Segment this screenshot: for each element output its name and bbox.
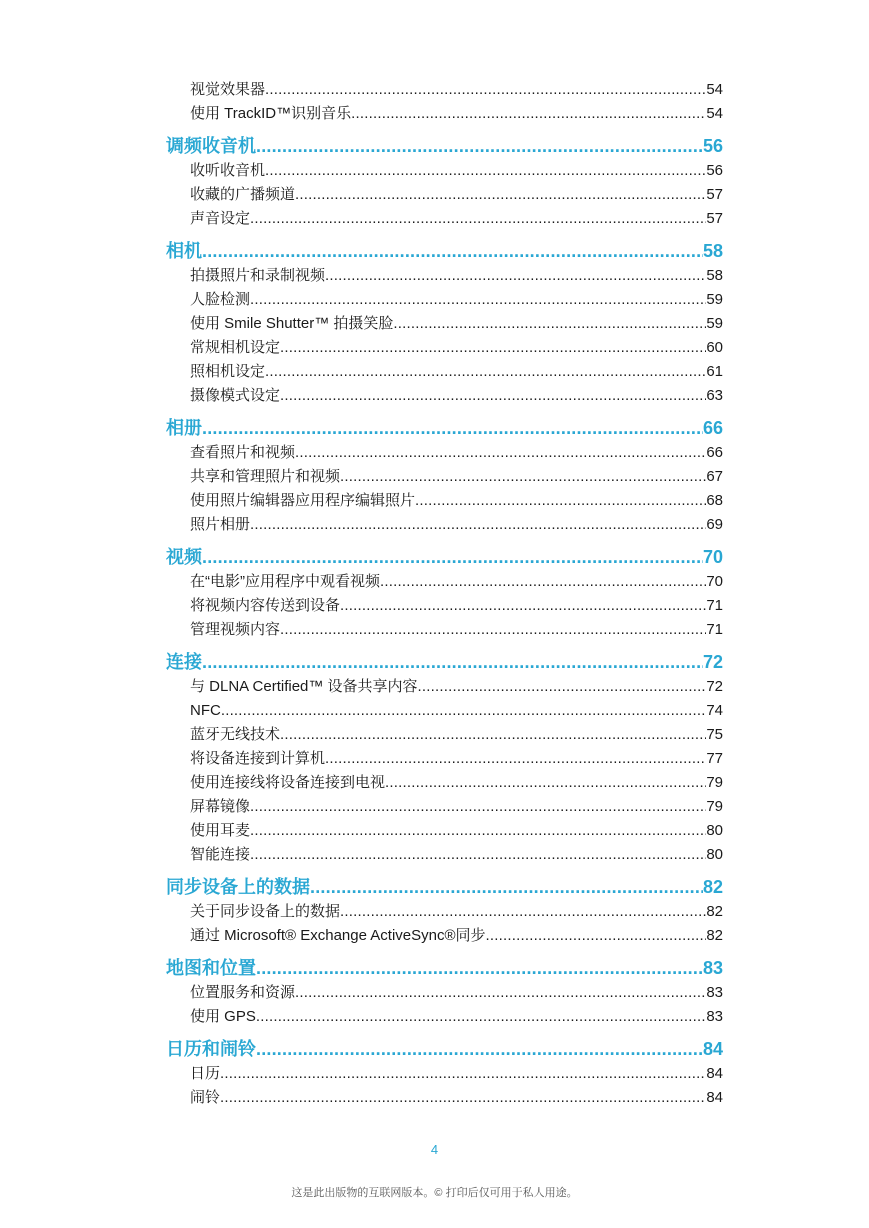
toc-section — [166, 238, 723, 408]
toc-entry-title: 声音设定 — [190, 210, 251, 227]
toc-leader-dots — [220, 1086, 706, 1110]
toc-entry-title: 在“电影”应用程序中观看视频 — [190, 573, 380, 590]
toc-chapter-entry[interactable] — [166, 649, 723, 675]
toc-leader-dots — [256, 1036, 703, 1062]
toc-entry[interactable] — [166, 513, 723, 537]
toc-entry[interactable] — [166, 924, 723, 948]
toc-entry-title: 屏幕镜像 — [190, 798, 251, 815]
toc-entry-title: 查看照片和视频 — [190, 444, 296, 461]
toc-entry-title: 位置服务和资源 — [190, 984, 296, 1001]
toc-leader-dots — [250, 843, 706, 867]
toc-chapter-page: 82 — [702, 877, 723, 897]
toc-entry-page: 74 — [706, 702, 723, 719]
toc-chapter-entry[interactable] — [166, 238, 723, 264]
toc-entry[interactable] — [166, 747, 723, 771]
table-of-contents — [166, 78, 723, 1110]
toc-section — [166, 1036, 723, 1110]
toc-entry-page: 80 — [706, 822, 723, 839]
toc-entry-page: 80 — [706, 846, 723, 863]
toc-entry[interactable] — [166, 771, 723, 795]
toc-chapter-title: 日历和闹铃 — [166, 1039, 256, 1059]
toc-entry[interactable] — [166, 207, 723, 231]
toc-leader-dots — [340, 594, 706, 618]
toc-leader-dots — [325, 264, 706, 288]
toc-leader-dots — [295, 441, 706, 465]
toc-leader-dots — [325, 747, 706, 771]
toc-chapter-page: 70 — [702, 547, 723, 567]
toc-chapter-title: 相机 — [166, 241, 202, 261]
toc-chapter-entry[interactable] — [166, 1036, 723, 1062]
toc-leader-dots — [250, 819, 706, 843]
toc-entry-title: 使用 Smile Shutter™ 拍摄笑脸 — [190, 315, 394, 332]
toc-chapter-page: 72 — [702, 652, 723, 672]
toc-entry-page: 83 — [706, 1008, 723, 1025]
toc-entry-page: 68 — [706, 492, 723, 509]
toc-entry[interactable] — [166, 795, 723, 819]
toc-entry-page: 56 — [706, 162, 723, 179]
toc-section — [166, 415, 723, 537]
toc-leader-dots — [202, 649, 703, 675]
toc-chapter-page: 66 — [702, 418, 723, 438]
toc-leader-dots — [221, 699, 706, 723]
toc-leader-dots — [340, 465, 706, 489]
toc-entry-title: 常规相机设定 — [190, 339, 281, 356]
toc-entry-page: 84 — [706, 1065, 723, 1082]
toc-entry-title: 管理视频内容 — [190, 621, 281, 638]
toc-entry-page: 54 — [706, 81, 723, 98]
toc-leader-dots — [250, 207, 706, 231]
toc-entry[interactable] — [166, 1086, 723, 1110]
toc-leader-dots — [380, 570, 706, 594]
toc-chapter-page: 58 — [702, 241, 723, 261]
toc-chapter-entry[interactable] — [166, 133, 723, 159]
toc-chapter-entry[interactable] — [166, 544, 723, 570]
toc-entry-title: 照相机设定 — [190, 363, 266, 380]
footer-note: 这是此出版物的互联网版本。© 打印后仅可用于私人用途。 — [291, 1187, 578, 1199]
toc-section — [166, 649, 723, 867]
toc-entry-page: 75 — [706, 726, 723, 743]
toc-leader-dots — [486, 924, 707, 948]
toc-leader-dots — [202, 544, 703, 570]
toc-chapter-title: 相册 — [166, 418, 202, 438]
toc-entry-title: 使用 GPS — [190, 1008, 256, 1025]
toc-chapter-entry[interactable] — [166, 415, 723, 441]
toc-entry-page: 59 — [706, 315, 723, 332]
toc-leader-dots — [220, 1062, 706, 1086]
toc-entry[interactable] — [166, 441, 723, 465]
toc-entry[interactable] — [166, 594, 723, 618]
toc-entry-title: 使用 TrackID™识别音乐 — [190, 105, 352, 122]
toc-entry[interactable] — [166, 819, 723, 843]
toc-leader-dots — [295, 981, 706, 1005]
toc-leader-dots — [280, 618, 706, 642]
toc-entry-page: 54 — [706, 105, 723, 122]
toc-leader-dots — [393, 312, 706, 336]
toc-entry-title: 关于同步设备上的数据 — [190, 903, 341, 920]
toc-leader-dots — [250, 795, 706, 819]
toc-entry[interactable] — [166, 384, 723, 408]
toc-entry-page: 83 — [706, 984, 723, 1001]
toc-section — [166, 874, 723, 948]
toc-entry[interactable] — [166, 1062, 723, 1086]
toc-entry-page: 66 — [706, 444, 723, 461]
toc-entry-page: 79 — [706, 798, 723, 815]
toc-entry-title: 闹铃 — [190, 1089, 221, 1106]
toc-leader-dots — [202, 415, 703, 441]
toc-entry-title: 将视频内容传送到设备 — [190, 597, 341, 614]
toc-leader-dots — [280, 384, 706, 408]
toc-entry-page: 58 — [706, 267, 723, 284]
toc-entry-page: 69 — [706, 516, 723, 533]
page-number: 4 — [430, 1142, 439, 1157]
toc-entry-page: 67 — [706, 468, 723, 485]
toc-leader-dots — [310, 874, 703, 900]
toc-entry-page: 70 — [706, 573, 723, 590]
toc-entry[interactable] — [166, 264, 723, 288]
toc-section — [166, 544, 723, 642]
toc-entry-title: 视觉效果器 — [190, 81, 266, 98]
toc-entry-title: NFC — [190, 702, 221, 719]
toc-leader-dots — [351, 102, 706, 126]
toc-section — [166, 78, 723, 126]
toc-entry[interactable] — [166, 489, 723, 513]
toc-leader-dots — [256, 955, 703, 981]
toc-leader-dots — [250, 288, 706, 312]
toc-entry-title: 共享和管理照片和视频 — [190, 468, 341, 485]
toc-entry-title: 摄像模式设定 — [190, 387, 281, 404]
toc-entry-page: 71 — [706, 597, 723, 614]
toc-entry[interactable] — [166, 723, 723, 747]
toc-entry-title: 使用耳麦 — [190, 822, 251, 839]
toc-entry[interactable] — [166, 336, 723, 360]
toc-chapter-entry[interactable] — [166, 955, 723, 981]
toc-entry[interactable] — [166, 288, 723, 312]
toc-entry-page: 77 — [706, 750, 723, 767]
toc-leader-dots — [256, 133, 703, 159]
toc-leader-dots — [265, 78, 706, 102]
toc-entry-title: 收藏的广播频道 — [190, 186, 296, 203]
toc-entry-title: 将设备连接到计算机 — [190, 750, 326, 767]
toc-leader-dots — [385, 771, 706, 795]
toc-entry[interactable] — [166, 843, 723, 867]
toc-entry-title: 人脸检测 — [190, 291, 251, 308]
toc-entry[interactable] — [166, 78, 723, 102]
toc-leader-dots — [256, 1005, 706, 1029]
toc-entry-title: 拍摄照片和录制视频 — [190, 267, 326, 284]
toc-entry-title: 照片相册 — [190, 516, 251, 533]
toc-entry[interactable] — [166, 312, 723, 336]
toc-entry[interactable] — [166, 699, 723, 723]
toc-entry[interactable] — [166, 360, 723, 384]
toc-entry-title: 日历 — [190, 1065, 221, 1082]
toc-entry-page: 60 — [706, 339, 723, 356]
toc-entry-title: 收听收音机 — [190, 162, 266, 179]
toc-entry-page: 82 — [706, 903, 723, 920]
toc-entry-page: 72 — [706, 678, 723, 695]
toc-section — [166, 133, 723, 231]
toc-chapter-page: 83 — [702, 958, 723, 978]
toc-entry[interactable] — [166, 618, 723, 642]
toc-entry[interactable] — [166, 570, 723, 594]
toc-chapter-title: 同步设备上的数据 — [166, 877, 310, 897]
toc-entry[interactable] — [166, 465, 723, 489]
toc-entry-title: 使用连接线将设备连接到电视 — [190, 774, 386, 791]
toc-entry-page: 57 — [706, 210, 723, 227]
toc-leader-dots — [265, 159, 706, 183]
toc-chapter-entry[interactable] — [166, 874, 723, 900]
toc-entry-page: 61 — [706, 363, 723, 380]
toc-leader-dots — [340, 900, 706, 924]
toc-chapter-title: 调频收音机 — [166, 136, 256, 156]
toc-section — [166, 955, 723, 1029]
toc-entry-title: 使用照片编辑器应用程序编辑照片 — [190, 492, 416, 509]
toc-leader-dots — [280, 336, 706, 360]
toc-entry[interactable] — [166, 1005, 723, 1029]
toc-leader-dots — [415, 489, 706, 513]
toc-leader-dots — [295, 183, 706, 207]
toc-entry-page: 59 — [706, 291, 723, 308]
toc-entry-page: 63 — [706, 387, 723, 404]
toc-chapter-title: 视频 — [166, 547, 202, 567]
toc-entry-page: 84 — [706, 1089, 723, 1106]
toc-entry-page: 71 — [706, 621, 723, 638]
toc-entry-page: 79 — [706, 774, 723, 791]
toc-entry[interactable] — [166, 981, 723, 1005]
toc-entry-title: 智能连接 — [190, 846, 251, 863]
toc-entry-page: 82 — [706, 927, 723, 944]
toc-entry[interactable] — [166, 900, 723, 924]
toc-chapter-page: 84 — [702, 1039, 723, 1059]
toc-entry-title: 蓝牙无线技术 — [190, 726, 281, 743]
toc-leader-dots — [418, 675, 707, 699]
toc-leader-dots — [202, 238, 703, 264]
toc-entry-title: 通过 Microsoft® Exchange ActiveSync®同步 — [190, 927, 486, 944]
toc-leader-dots — [250, 513, 706, 537]
toc-entry-title: 与 DLNA Certified™ 设备共享内容 — [190, 678, 418, 695]
toc-entry[interactable] — [166, 183, 723, 207]
toc-leader-dots — [265, 360, 706, 384]
toc-entry[interactable] — [166, 159, 723, 183]
toc-entry-page: 57 — [706, 186, 723, 203]
toc-chapter-title: 连接 — [166, 652, 202, 672]
toc-entry[interactable] — [166, 102, 723, 126]
toc-chapter-title: 地图和位置 — [166, 958, 256, 978]
toc-leader-dots — [280, 723, 706, 747]
toc-entry[interactable] — [166, 675, 723, 699]
toc-chapter-page: 56 — [702, 136, 723, 156]
